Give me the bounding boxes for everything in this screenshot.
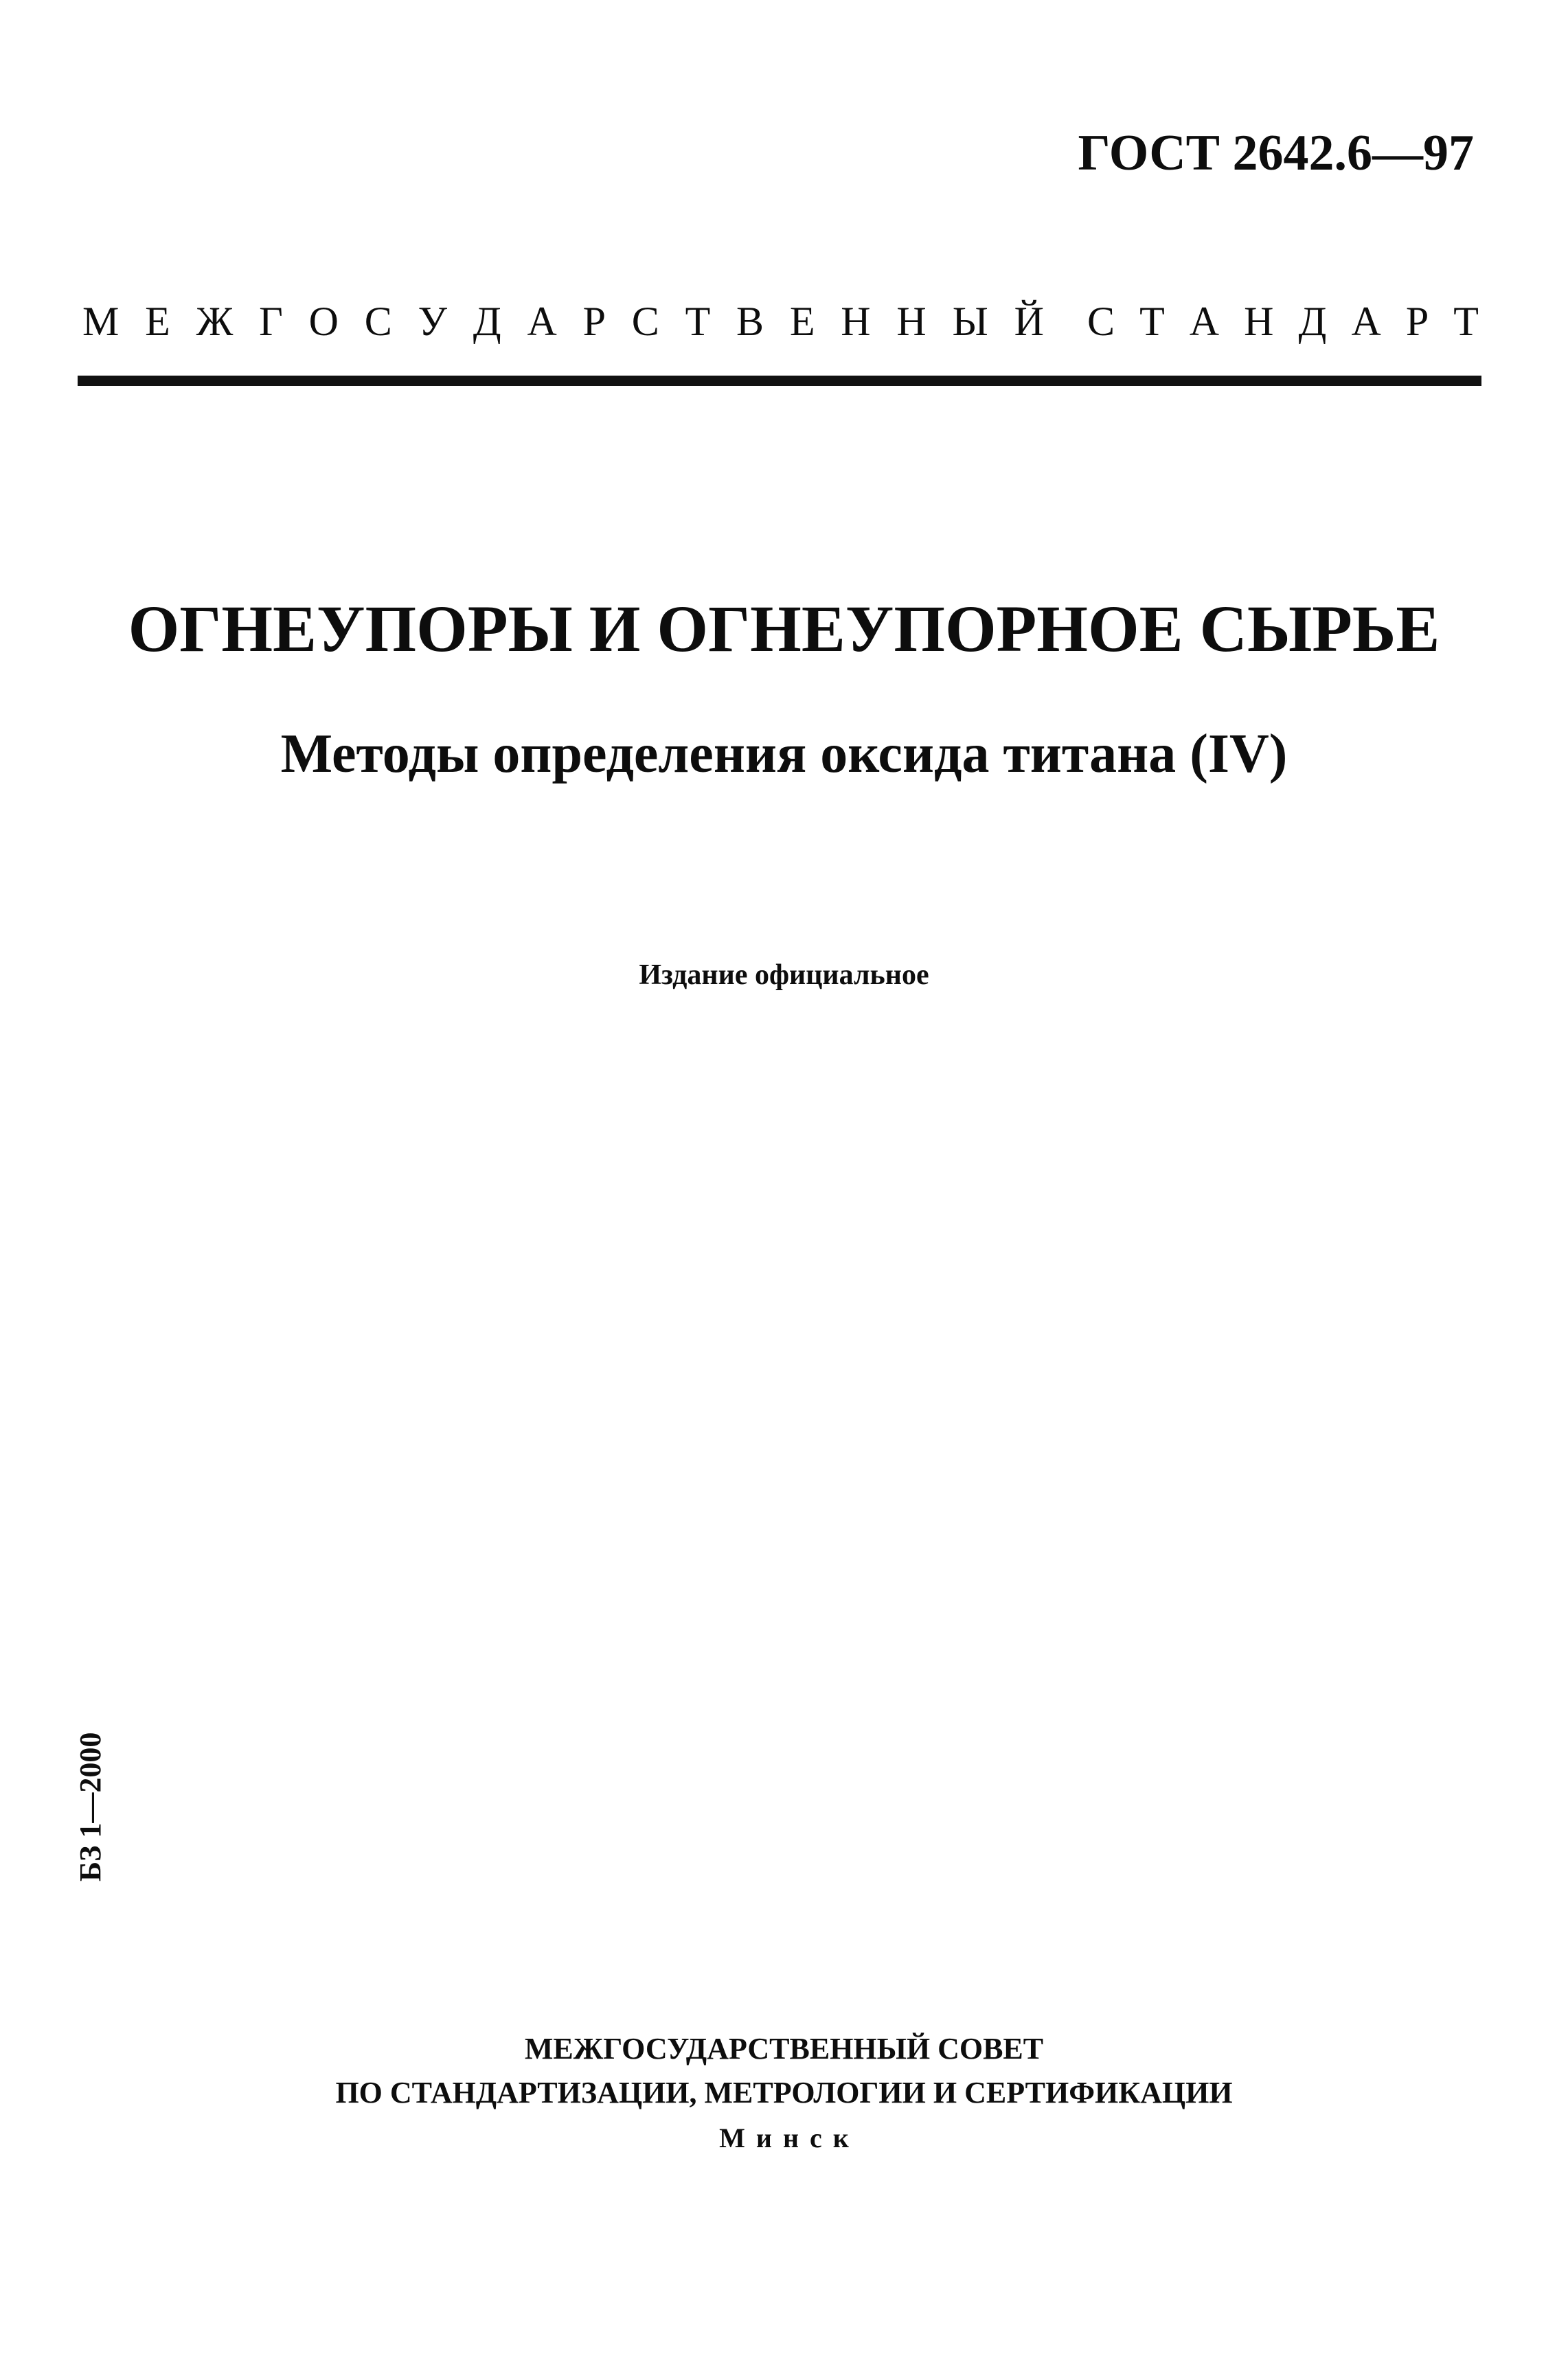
heading-letter: Н	[841, 299, 871, 344]
document-subtitle: Методы определения оксида титана (IV)	[280, 724, 1288, 784]
heading-letter: У	[418, 299, 448, 344]
heading-letter: С	[364, 299, 392, 344]
publisher-city: Минск	[719, 2122, 860, 2153]
publisher-block	[0, 2034, 1568, 2152]
heading-letter: В	[736, 299, 764, 344]
heading-letter: М	[82, 299, 120, 344]
edition-note: Издание официальное	[639, 959, 929, 991]
publisher-line-2: ПО СТАНДАРТИЗАЦИИ, МЕТРОЛОГИИ И СЕРТИФИКАЦИИ	[335, 2076, 1233, 2109]
heading-rule	[78, 376, 1481, 386]
heading-letter: Т	[685, 299, 711, 344]
heading-letter: Т	[1139, 299, 1165, 344]
heading-letter: Е	[145, 299, 170, 344]
document-number: ГОСТ 2642.6—97	[1078, 125, 1474, 181]
heading-letter: А	[527, 299, 557, 344]
heading-letter: Й	[1014, 299, 1044, 344]
heading-letter: Г	[259, 299, 283, 344]
heading-letter: Н	[1244, 299, 1274, 344]
standard-type-word-interstate	[82, 301, 1044, 342]
heading-letter: О	[308, 299, 339, 344]
heading-letter: С	[1087, 299, 1115, 344]
heading-letter: С	[631, 299, 659, 344]
heading-letter: Р	[582, 299, 606, 344]
heading-letter: А	[1351, 299, 1381, 344]
side-code: БЗ 1—2000	[73, 1732, 107, 1881]
heading-letter: Н	[896, 299, 927, 344]
standard-type-heading	[82, 301, 1479, 342]
heading-letter: Ж	[196, 299, 234, 344]
heading-letter: Д	[1298, 299, 1327, 344]
heading-letter: А	[1189, 299, 1220, 344]
heading-letter: Е	[789, 299, 815, 344]
publisher-line-1: МЕЖГОСУДАРСТВЕННЫЙ СОВЕТ	[524, 2032, 1044, 2066]
heading-letter: Ы	[952, 299, 988, 344]
heading-letter: Д	[473, 299, 501, 344]
heading-letter: Т	[1453, 299, 1479, 344]
standard-type-word-standard	[1087, 301, 1479, 342]
document-title: ОГНЕУПОРЫ И ОГНЕУПОРНОЕ СЫРЬЕ	[128, 592, 1440, 665]
heading-letter: Р	[1405, 299, 1429, 344]
